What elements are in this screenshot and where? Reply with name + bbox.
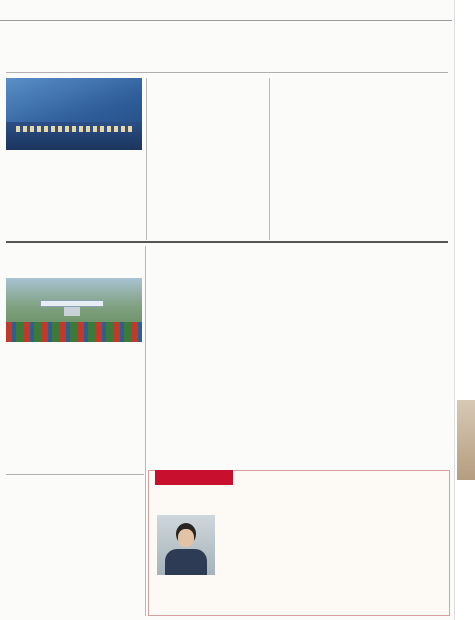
column-rule (269, 78, 270, 240)
top-photo-caption (6, 151, 142, 158)
divider (6, 72, 448, 73)
masthead (0, 0, 452, 21)
top-story-photo (6, 78, 142, 150)
divider (6, 474, 144, 475)
photo-subbanner (30, 84, 120, 92)
newspaper-logo (3, 2, 53, 19)
adjacent-page-strip (454, 0, 475, 620)
top-story-headline (6, 43, 448, 67)
editorial-banner (155, 470, 233, 485)
editorial-body-3 (335, 515, 445, 615)
related-news-box (273, 187, 444, 225)
adjacent-subheadline (457, 160, 475, 370)
adjacent-photo (457, 400, 475, 480)
adjacent-logo (457, 4, 475, 16)
drone-story-photo (6, 278, 142, 342)
fire-story-kicker (8, 478, 142, 488)
fire-story-headline (8, 489, 142, 503)
portrait-face (178, 529, 194, 547)
page-number (66, 0, 88, 21)
adjacent-edition (457, 17, 475, 25)
section-title (194, 3, 254, 18)
speakers-row (16, 126, 132, 132)
campus-story-body-2 (250, 285, 346, 465)
related-news-lines (273, 199, 444, 219)
top-story-body-right (273, 78, 445, 182)
fire-story-body (8, 505, 142, 615)
related-news-title (273, 187, 444, 198)
top-story-body-mid (150, 78, 266, 240)
editorial-body-2 (219, 515, 329, 615)
portrait-body (165, 549, 207, 575)
top-story-kicker (8, 26, 448, 41)
editorial-byline (169, 504, 431, 512)
editorial-portrait (157, 515, 215, 575)
drone-story-body (8, 351, 142, 471)
photo-banner-text (24, 94, 124, 116)
adjacent-headline (457, 32, 475, 146)
editorial-box (148, 470, 450, 616)
drone-photo-caption (6, 343, 142, 350)
adjacent-bottom-number (457, 540, 475, 552)
top-story-body-left (8, 158, 142, 242)
campus-story-body-1 (150, 285, 246, 465)
campus-story-headline (150, 261, 448, 281)
adjacent-bottom-text (457, 488, 475, 528)
editorial-body-1 (157, 577, 215, 615)
masthead-meta (322, 1, 452, 20)
editorial-title (157, 489, 443, 503)
drone-story-headline (8, 258, 142, 274)
drone-wing (40, 300, 104, 307)
drone-story-kicker (8, 246, 142, 257)
column-rule (146, 78, 147, 240)
drone-body (64, 307, 80, 316)
campus-story-kicker (150, 246, 448, 259)
column-rule (145, 246, 146, 616)
farm-workers (6, 322, 142, 342)
section-rule (6, 241, 448, 243)
campus-story-body-3 (350, 285, 446, 465)
